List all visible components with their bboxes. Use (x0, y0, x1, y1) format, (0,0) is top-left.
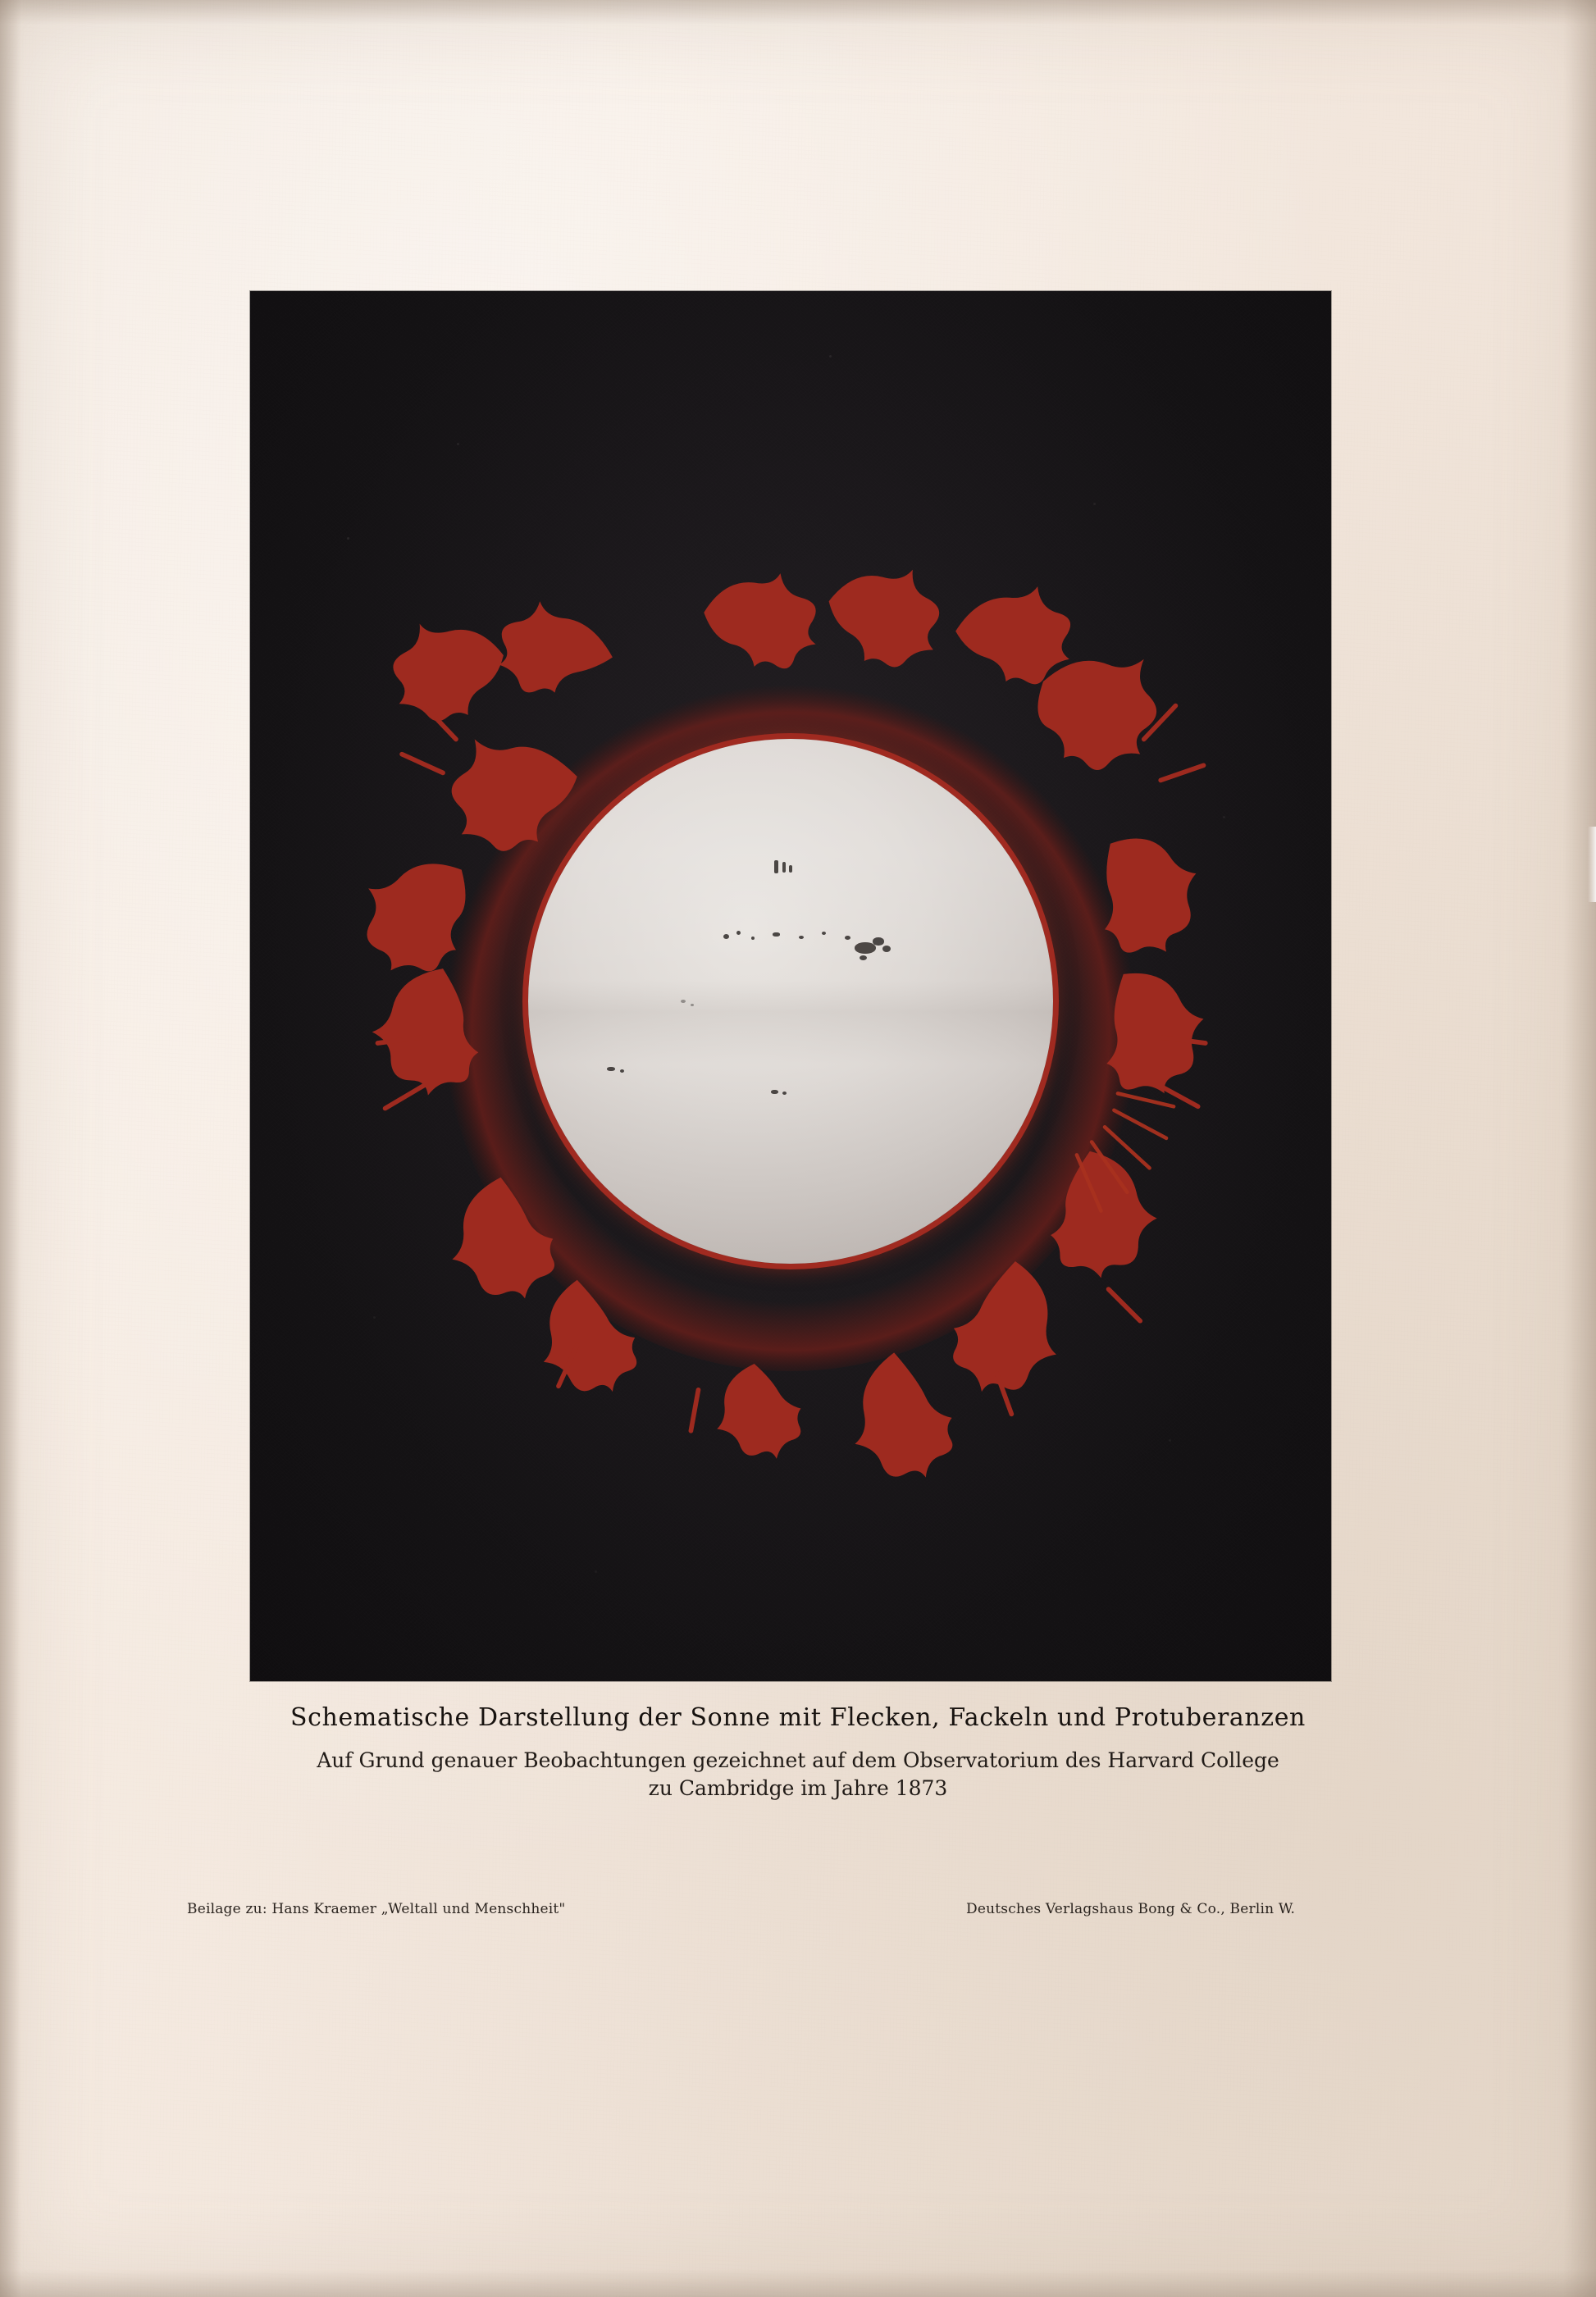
caption-title: Schematische Darstellung der Sonne mit Flecken, Fackeln und Protuberanzen (290, 1703, 1306, 1732)
caption-subtitle-line-2: zu Cambridge im Jahre 1873 (648, 1776, 948, 1800)
solar-disc (528, 739, 1053, 1264)
caption-subtitle-line-1: Auf Grund genauer Beobachtungen gezeichnet auf dem Observatorium des Harvard College (317, 1748, 1279, 1772)
speckle (1223, 816, 1225, 818)
sun-illustration-plate (250, 291, 1331, 1681)
speckle (595, 1570, 597, 1573)
imprint-publisher: Deutsches Verlagshaus Bong & Co., Berlin W. (966, 1901, 1296, 1917)
speckle (457, 443, 459, 445)
speckle (829, 355, 832, 358)
page-edge-right (1563, 0, 1596, 2297)
plate-caption (0, 1702, 1596, 1803)
page-edge-top (0, 0, 1596, 25)
page-edge-bottom (0, 2269, 1596, 2297)
speckle (373, 1316, 376, 1319)
solar-disc-shading (528, 739, 1053, 1264)
speckle (1169, 1439, 1171, 1442)
imprint-source: Beilage zu: Hans Kraemer „Weltall und Menschheit" (187, 1901, 566, 1917)
imprint-line (0, 1901, 1596, 1926)
page-edge-nick (1588, 827, 1596, 902)
speckle (1093, 503, 1096, 505)
page-edge-left (0, 0, 21, 2297)
speckle (347, 537, 349, 540)
